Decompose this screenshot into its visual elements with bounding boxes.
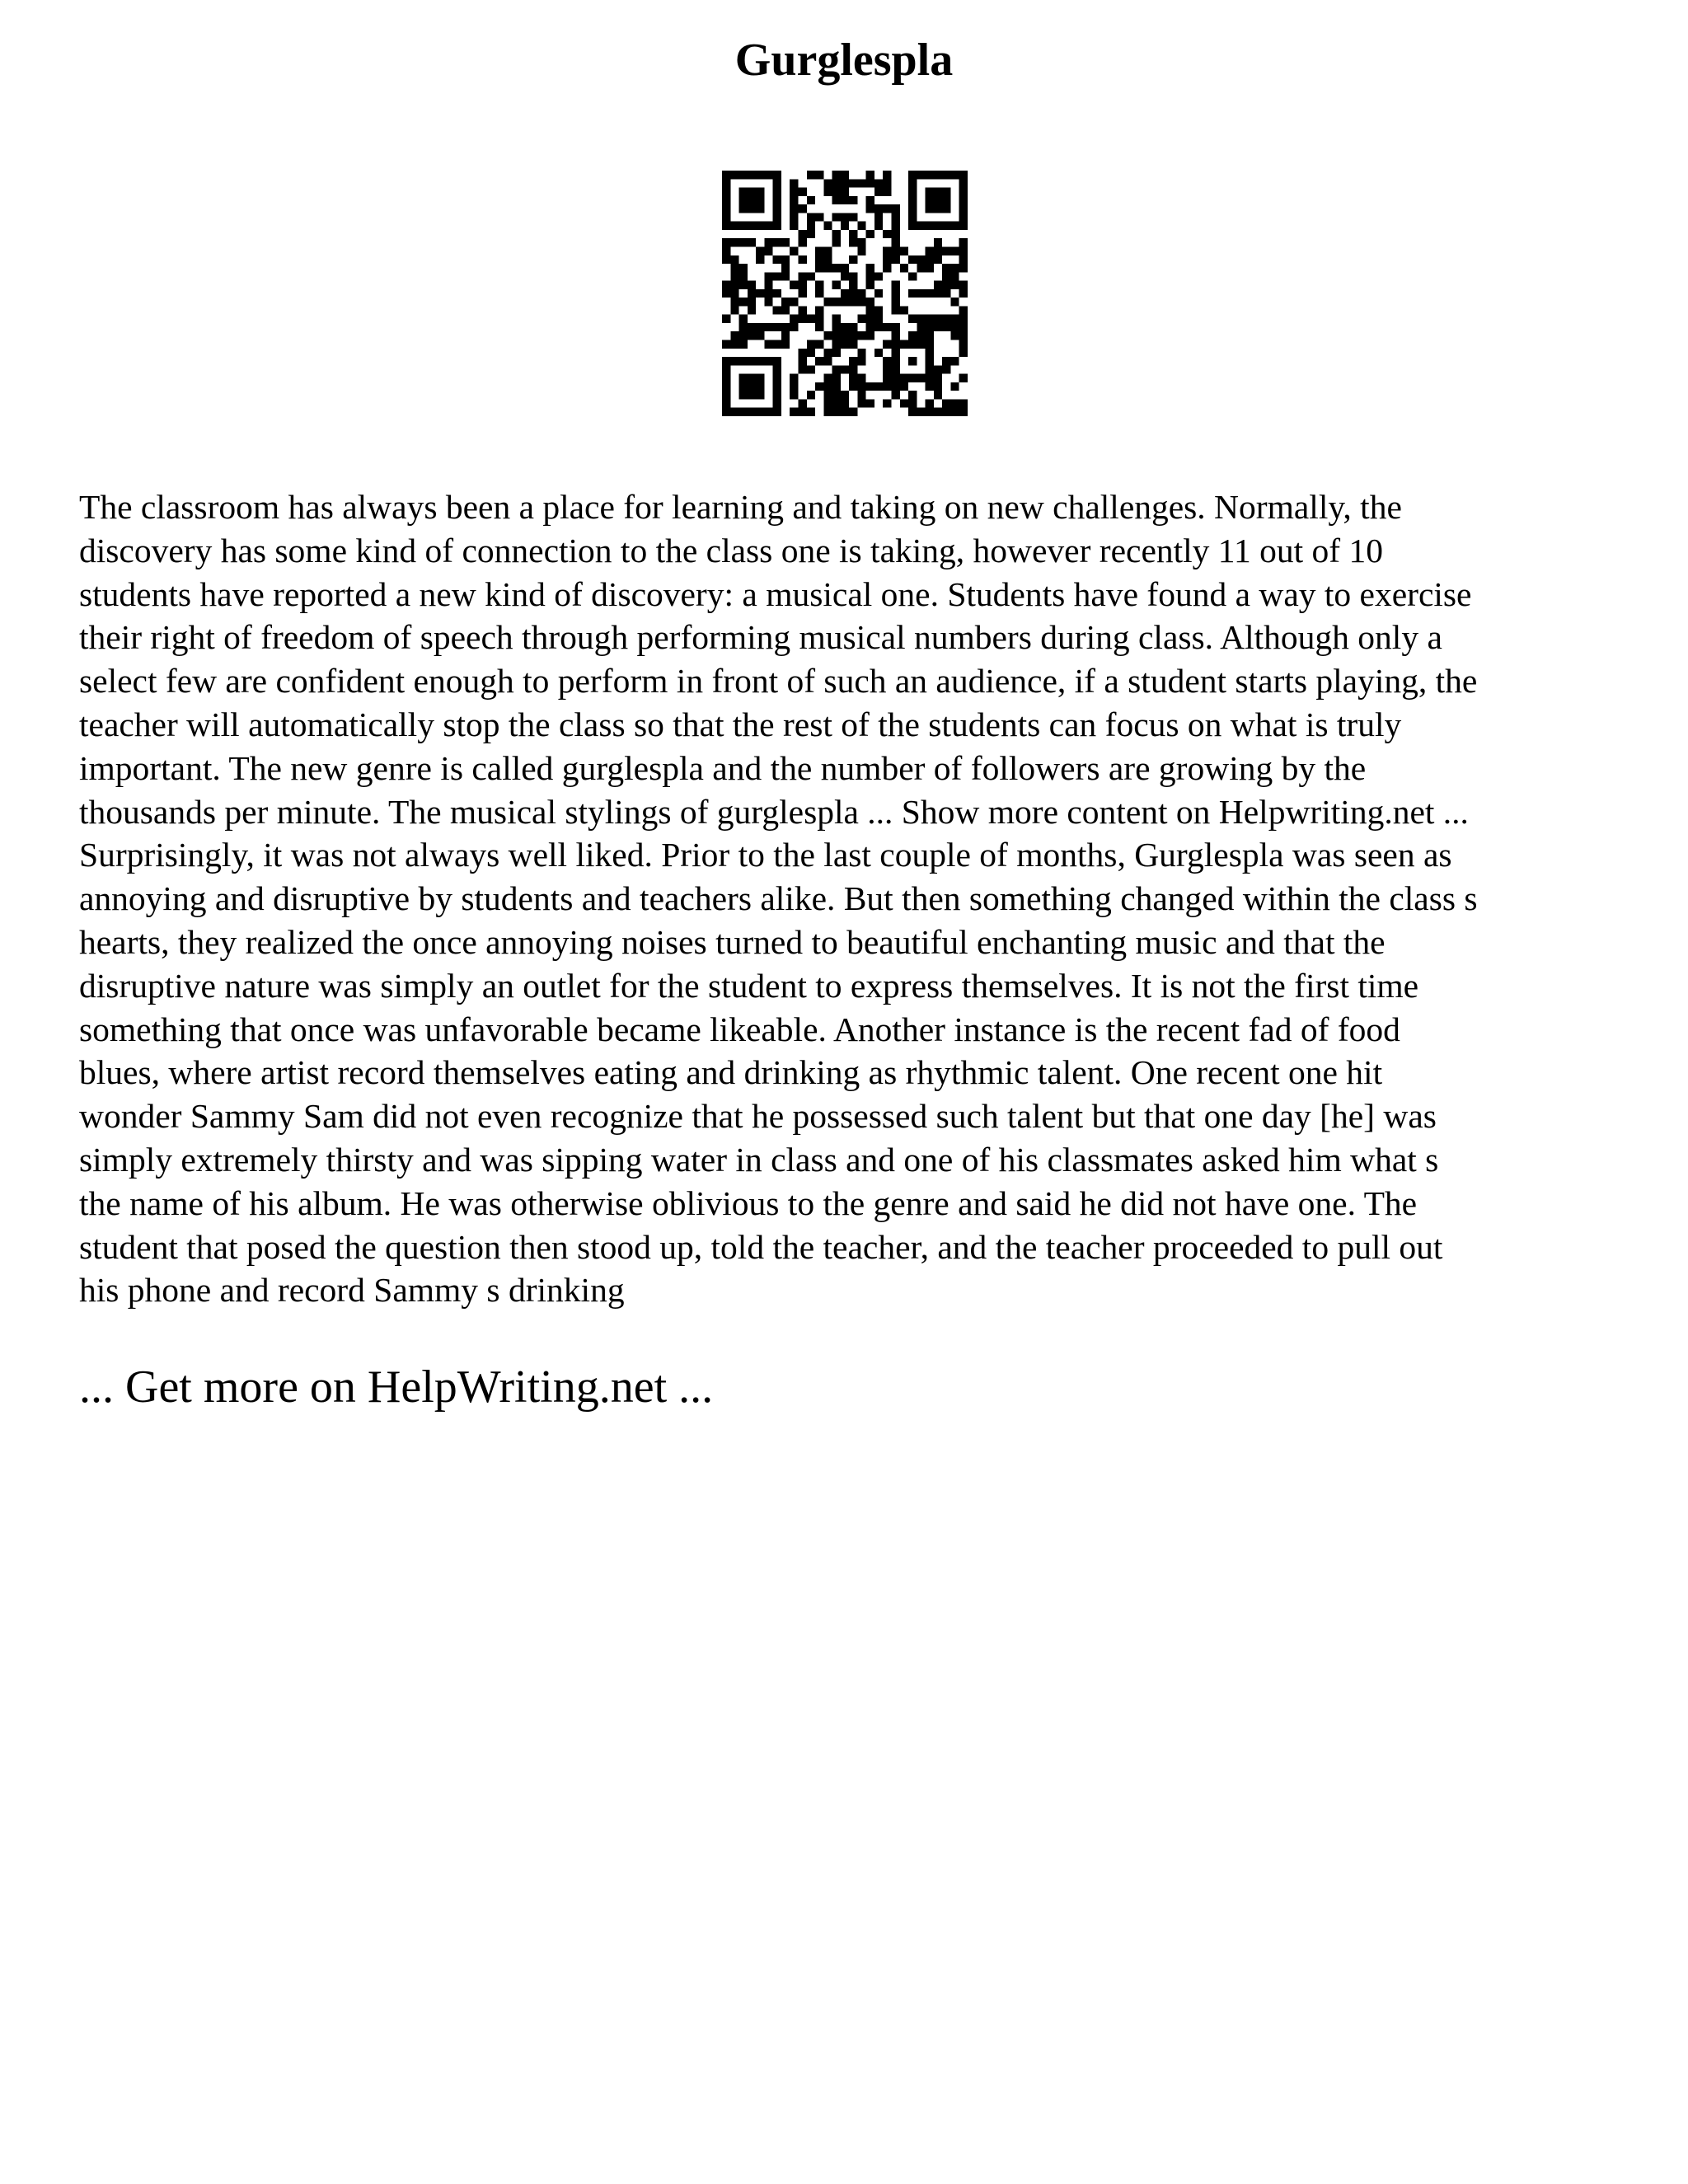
essay-line: The classroom has always been a place for learning and taking on new challenges. Normally, the [79,488,1402,526]
essay-line: hearts, they realized the once annoying noises turned to beautiful enchanting music and that the [79,922,1386,961]
qr-code-icon [722,171,968,416]
essay-line: his phone and record Sammy s drinking [79,1271,625,1310]
essay-line: thousands per minute. The musical stylings of gurglespla ... Show more content on Helpwriting.net ... [79,792,1469,831]
essay-line: select few are confident enough to perform in front of such an audience, if a student starts playing, the [79,662,1478,701]
get-more-link[interactable]: ... Get more on HelpWriting.net ... [79,1361,714,1413]
essay-line: simply extremely thirsty and was sipping water in class and one of his classmates asked him what s [79,1140,1439,1179]
essay-line: teacher will automatically stop the class so that the rest of the students can focus on what is truly [79,705,1402,743]
essay-line: wonder Sammy Sam did not even recognize that he possessed such talent but that one day [he] was [79,1097,1437,1136]
essay-line: their right of freedom of speech through performing musical numbers during class. Although only a [79,618,1442,657]
essay-line: something that once was unfavorable became likeable. Another instance is the recent fad of food [79,1010,1400,1048]
essay-line: important. The new genre is called gurglespla and the number of followers are growing by the [79,748,1367,787]
essay-line: Surprisingly, it was not always well liked. Prior to the last couple of months, Gurglespla was seen as [79,836,1452,874]
essay-excerpt [79,485,1629,1312]
essay-line: annoying and disruptive by students and teachers alike. But then something changed within the class s [79,879,1478,918]
essay-line: blues, where artist record themselves eating and drinking as rhythmic talent. One recent one hit [79,1053,1383,1092]
essay-line: student that posed the question then stood up, told the teacher, and the teacher proceeded to pull out [79,1227,1443,1266]
essay-line: disruptive nature was simply an outlet for the student to express themselves. It is not the first time [79,966,1419,1005]
essay-line: the name of his album. He was otherwise oblivious to the genre and said he did not have one. The [79,1183,1418,1222]
essay-line: discovery has some kind of connection to the class one is taking, however recently 11 out of 10 [79,531,1383,569]
page-title: Gurglespla [734,35,954,86]
essay-line: students have reported a new kind of discovery: a musical one. Students have found a way to exercise [79,574,1472,613]
